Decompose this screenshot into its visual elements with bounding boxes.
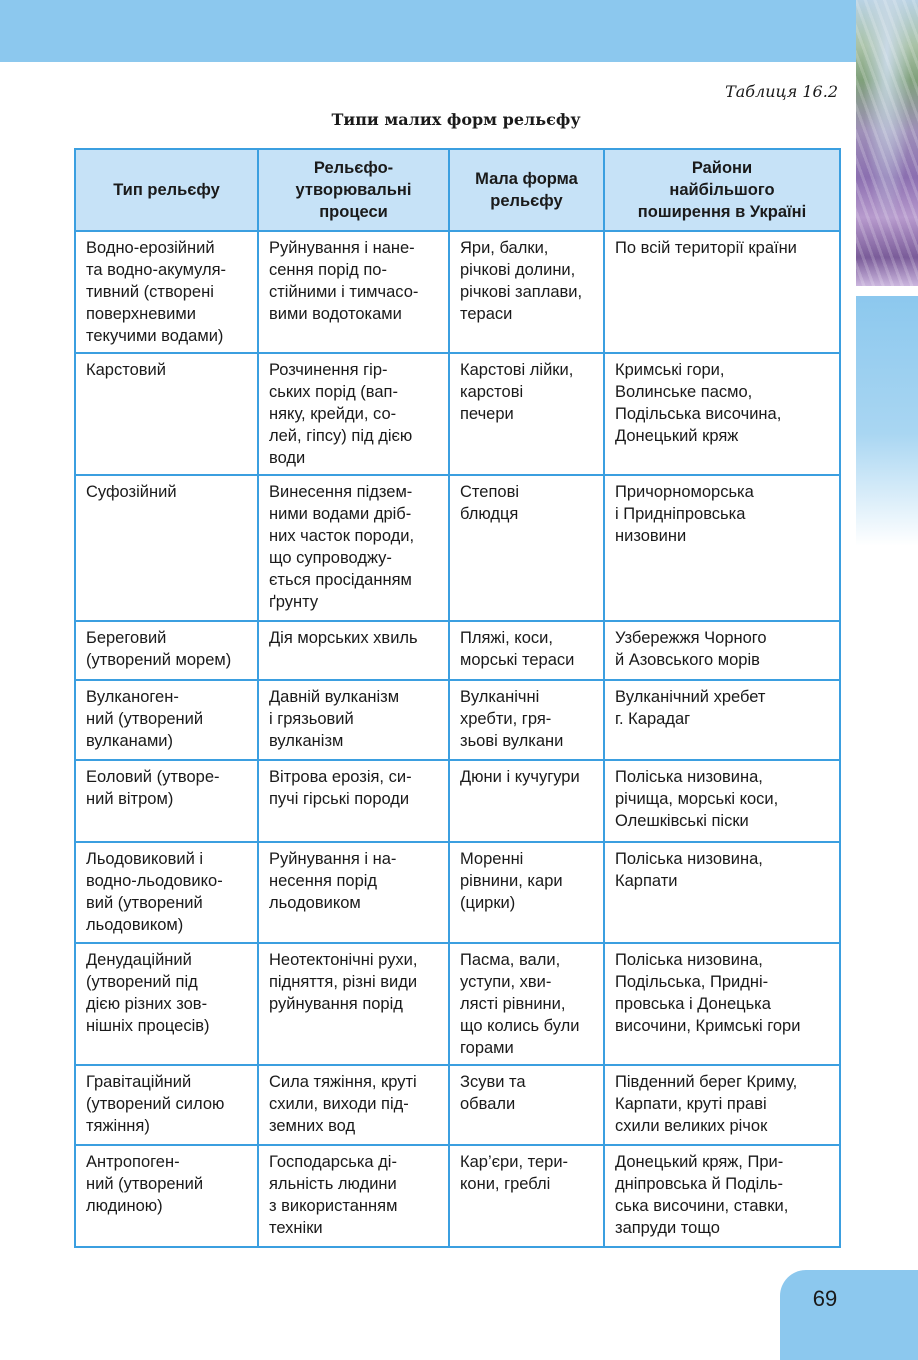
cell-small-form: Зсуви та обвали [449,1065,604,1145]
cell-small-form: Карстові лійки, карстові печери [449,353,604,475]
table-row [75,680,840,760]
header-regions: Райони найбільшого поширення в Україні [604,149,840,231]
table-row [75,475,840,621]
header-small-form: Мала форма рельєфу [449,149,604,231]
cell-relief-type: Суфозійний [75,475,258,621]
cell-relief-type: Вулканоген- ний (утворений вулканами) [75,680,258,760]
cell-relief-type: Карстовий [75,353,258,475]
cell-regions: Донецький кряж, При- дніпровська й Поділь- ська височини, ставки, запруди тощо [604,1145,840,1247]
table-row [75,842,840,943]
side-gap [856,286,918,296]
cell-processes: Вітрова ерозія, си- пучі гірські породи [258,760,449,842]
cell-processes: Руйнування і нане- сення порід по- стійними і тимчасо- вими водотоками [258,231,449,353]
header-processes: Рельєфо- утворювальні процеси [258,149,449,231]
cell-small-form: Вулканічні хребти, гря- зьові вулкани [449,680,604,760]
table-row [75,1065,840,1145]
cell-processes: Дія морських хвиль [258,621,449,680]
cell-relief-type: Гравітаційний (утворений силою тяжіння) [75,1065,258,1145]
relief-forms-table [74,148,841,1248]
cell-small-form: Дюни і кучугури [449,760,604,842]
cell-small-form: Пасма, вали, уступи, хви- лясті рівнини, що колись були горами [449,943,604,1065]
table-row [75,231,840,353]
cell-relief-type: Льодовиковий і водно-льодовико- вий (утворений льодовиком) [75,842,258,943]
cell-relief-type: Еоловий (утворе- ний вітром) [75,760,258,842]
page-number: 69 [812,1286,838,1311]
cell-small-form: Степові блюдця [449,475,604,621]
cell-relief-type: Денудаційний (утворений під дією різних зов- нішніх процесів) [75,943,258,1065]
cell-small-form: Пляжі, коси, морські тераси [449,621,604,680]
cell-regions: Поліська низовина, річища, морські коси, Олешківські піски [604,760,840,842]
cell-processes: Неотектонічні рухи, підняття, різні види руйнування порід [258,943,449,1065]
side-photo-strip [856,0,918,286]
top-color-band [0,0,856,62]
cell-relief-type: Береговий (утворений морем) [75,621,258,680]
cell-regions: Поліська низовина, Карпати [604,842,840,943]
cell-regions: По всій території країни [604,231,840,353]
cell-relief-type: Антропоген- ний (утворений людиною) [75,1145,258,1247]
cell-processes: Сила тяжіння, круті схили, виходи під- земних вод [258,1065,449,1145]
side-color-band [856,296,918,546]
cell-processes: Винесення підзем- ними водами дріб- них часток породи, що супроводжу- ється просіданням ґрунту [258,475,449,621]
header-relief-type: Тип рельєфу [75,149,258,231]
table-row [75,943,840,1065]
page-number-tab [780,1270,918,1360]
cell-processes: Давній вулканізм і грязьовий вулканізм [258,680,449,760]
cell-regions: Поліська низовина, Подільська, Придні- провська і Донецька височини, Кримські гори [604,943,840,1065]
cell-small-form: Моренні рівнини, кари (цирки) [449,842,604,943]
cell-regions: Вулканічний хребет г. Карадаг [604,680,840,760]
table-row [75,353,840,475]
cell-regions: Причорноморська і Придніпровська низовини [604,475,840,621]
cell-small-form: Яри, балки, річкові долини, річкові заплави, тераси [449,231,604,353]
cell-regions: Узбережжя Чорного й Азовського морів [604,621,840,680]
table-number-label: Таблиця 16.2 [725,82,838,101]
cell-regions: Кримські гори, Волинське пасмо, Подільська височина, Донецький кряж [604,353,840,475]
cell-regions: Південний берег Криму, Карпати, круті праві схили великих річок [604,1065,840,1145]
table-row [75,1145,840,1247]
cell-processes: Розчинення гір- ських порід (вап- няку, крейди, со- лей, гіпсу) під дією води [258,353,449,475]
cell-processes: Господарська ді- яльність людини з використанням техніки [258,1145,449,1247]
table-row [75,621,840,680]
table-row [75,760,840,842]
table-header-row [75,149,840,231]
cell-processes: Руйнування і на- несення порід льодовиком [258,842,449,943]
cell-small-form: Кар’єри, тери- кони, греблі [449,1145,604,1247]
cell-relief-type: Водно-ерозійний та водно-акумуля- тивний (створені поверхневими текучими водами) [75,231,258,353]
table-title: Типи малих форм рельєфу [331,110,581,129]
